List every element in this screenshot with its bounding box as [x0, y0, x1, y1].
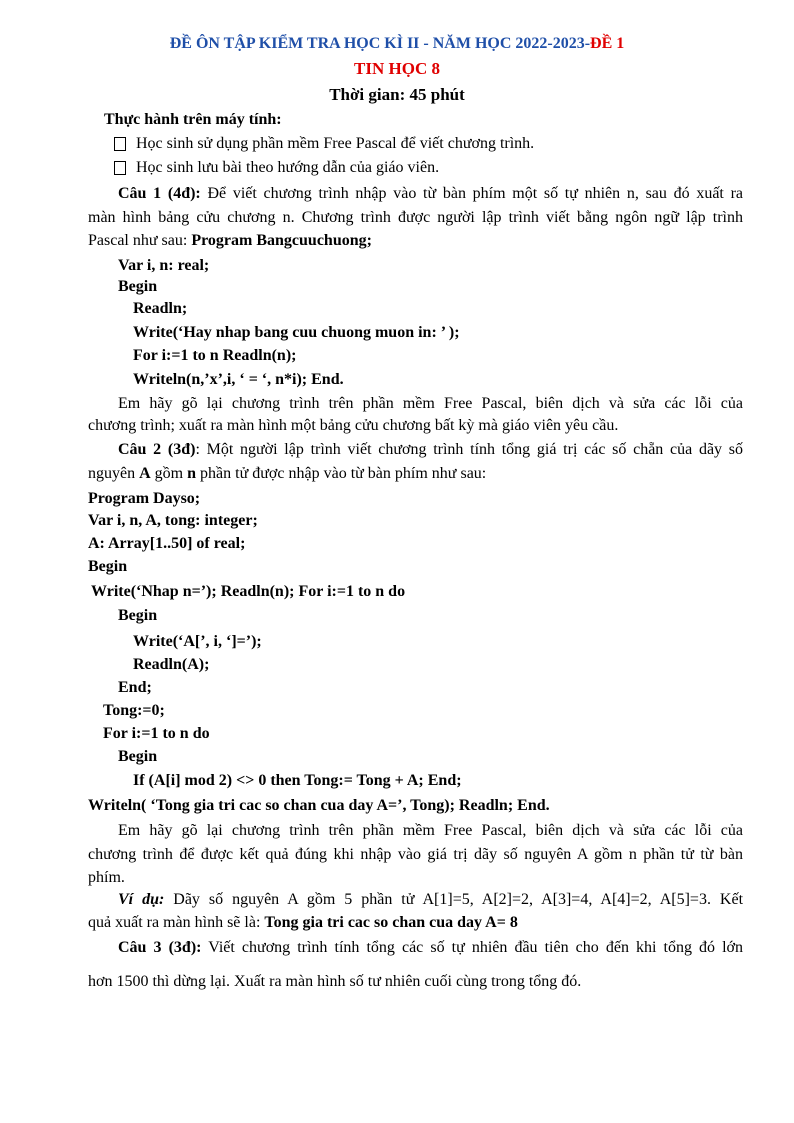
- q1-line-2: màn hình bảng cửu chương n. Chương trình được người lập trình viết bằng ngôn ngữ lập trình: [88, 209, 743, 226]
- q1-code-line: Write(‘Hay nhap bang cuu chuong muon in: ’ );: [133, 324, 460, 341]
- q1-code-line: Var i, n: real;: [118, 257, 210, 274]
- q1-label: Câu 1 (4đ):: [118, 185, 201, 202]
- q2-example-line-2: quả xuất ra màn hình sẽ là: Tong gia tri cac so chan cua day A= 8: [88, 914, 518, 931]
- q3-line-1: Câu 3 (3đ): Viết chương trình tính tổng các số tự nhiên đầu tiên cho đến khi tổng đó lớn: [118, 939, 744, 956]
- q2-code-line: Tong:=0;: [103, 702, 165, 719]
- q2-code-line: Write(‘Nhap n=’); Readln(n); For i:=1 to n do: [91, 583, 406, 600]
- q1-code-line: Writeln(n,’x’,i, ‘ = ‘, n*i); End.: [133, 371, 344, 388]
- q2-code-line: Program Dayso;: [88, 490, 201, 507]
- duration: Thời gian: 45 phút: [329, 85, 465, 104]
- practice-heading: Thực hành trên máy tính:: [104, 111, 282, 128]
- practice-bullet-1: Học sinh sử dụng phần mềm Free Pascal để viết chương trình.: [136, 135, 535, 152]
- q2-line-2: nguyên A gồm n phần tử được nhập vào từ bàn phím như sau:: [88, 465, 487, 482]
- q3-line-2: hơn 1500 thì dừng lại. Xuất ra màn hình số tư nhiên cuối cùng trong tổng đó.: [88, 973, 582, 990]
- example-label: Ví dụ:: [118, 891, 165, 908]
- q2-task-line-1: Em hãy gõ lại chương trình trên phần mềm Free Pascal, biên dịch và sửa các lỗi của: [118, 822, 743, 839]
- q1-code-line: Begin: [118, 278, 158, 295]
- q2-code-line: Var i, n, A, tong: integer;: [88, 512, 258, 529]
- q2-task-line-3: phím.: [88, 869, 125, 886]
- practice-bullet-2: Học sinh lưu bài theo hướng dẫn của giáo viên.: [136, 159, 440, 176]
- q2-code-line: Begin: [118, 607, 158, 624]
- bullet-marker-icon: [114, 137, 126, 151]
- q2-code-line: A: Array[1..50] of real;: [88, 535, 246, 552]
- q2-task-line-2: chương trình để được kết quả đúng khi nhập vào giá trị dãy số nguyên A gồm n phần tử từ bàn: [88, 846, 743, 863]
- q2-code-line: Begin: [88, 558, 128, 575]
- q2-label: Câu 2 (3đ): [118, 441, 196, 458]
- example-result: Tong gia tri cac so chan cua day A= 8: [264, 914, 518, 931]
- q2-code-line: End;: [118, 679, 152, 696]
- exam-title: [0, 35, 794, 53]
- exam-title-tag: ĐỀ 1: [590, 35, 625, 52]
- q2-code-line: If (A[i] mod 2) <> 0 then Tong:= Tong + A; End;: [133, 772, 462, 789]
- q2-code-line: Begin: [118, 748, 158, 765]
- q2-code-line: Write(‘A[’, i, ‘]=’);: [133, 633, 262, 650]
- q2-code-line: Writeln( ‘Tong gia tri cac so chan cua day A=’, Tong); Readln; End.: [88, 797, 550, 814]
- q1-line-1: Câu 1 (4đ): Để viết chương trình nhập vào từ bàn phím một số tự nhiên n, sau đó xuất ra: [118, 185, 744, 202]
- q1-task-line-2: chương trình; xuất ra màn hình một bảng cửu chương bất kỳ mà giáo viên yêu cầu.: [88, 417, 619, 434]
- q1-task-line-1: Em hãy gõ lại chương trình trên phần mềm Free Pascal, biên dịch và sửa các lỗi của: [118, 395, 743, 412]
- q1-code-line: For i:=1 to n Readln(n);: [133, 347, 297, 364]
- q2-example-line-1: Ví dụ: Dãy số nguyên A gồm 5 phần tử A[1]=5, A[2]=2, A[3]=4, A[4]=2, A[5]=3. Kết: [118, 891, 744, 908]
- q1-program-name: Program Bangcuuchuong;: [191, 232, 372, 249]
- subject-title: TIN HỌC 8: [354, 59, 440, 78]
- exam-title-main: ĐỀ ÔN TẬP KIỂM TRA HỌC KÌ II - NĂM HỌC 2022-2023-: [169, 35, 591, 52]
- q1-line-3: Pascal như sau: Program Bangcuuchuong;: [88, 232, 372, 249]
- q3-label: Câu 3 (3đ):: [118, 939, 202, 956]
- q2-code-line: Readln(A);: [133, 656, 210, 673]
- q2-code-line: For i:=1 to n do: [103, 725, 210, 742]
- q1-code-line: Readln;: [133, 300, 188, 317]
- bullet-marker-icon: [114, 161, 126, 175]
- q2-line-1: Câu 2 (3đ): Một người lập trình viết chương trình tính tổng giá trị các số chẵn của dãy số: [118, 441, 743, 458]
